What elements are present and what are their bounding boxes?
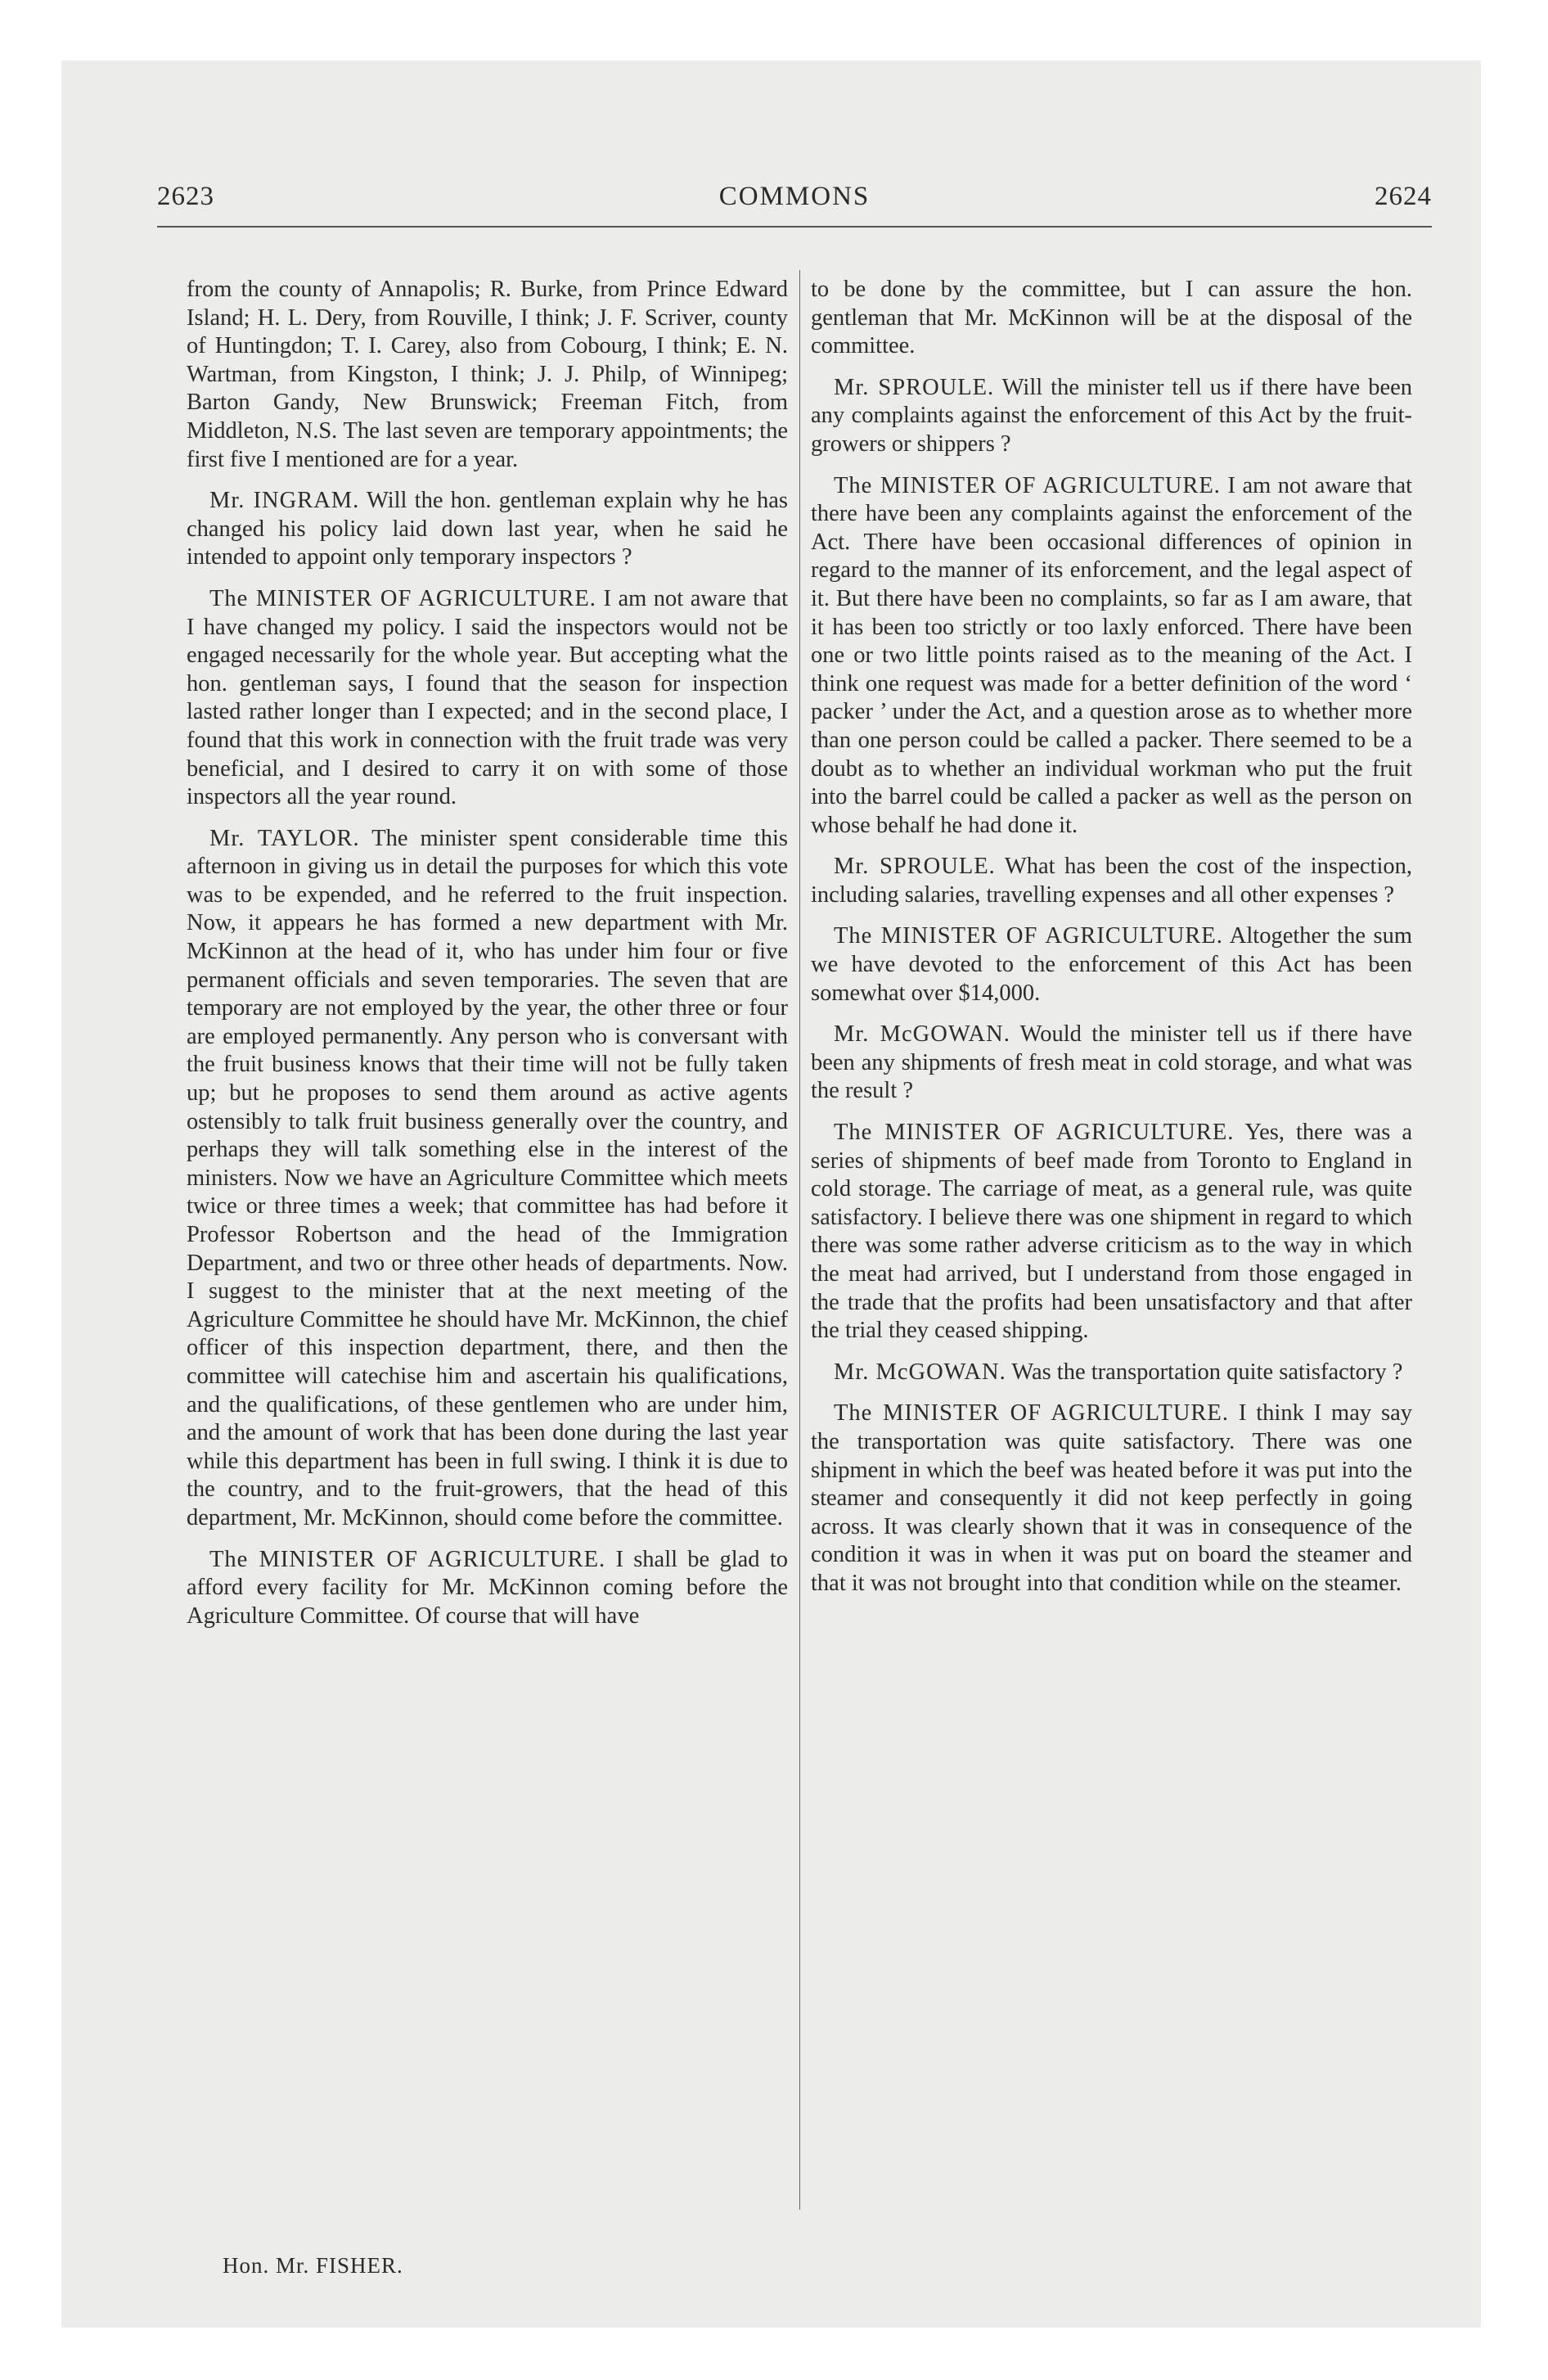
page-header — [157, 182, 1432, 219]
speaker: Mr. TAYLOR. — [209, 825, 360, 851]
paragraph — [187, 825, 788, 1533]
paragraph — [811, 853, 1412, 909]
speaker: The MINISTER OF AGRICULTURE. — [209, 1546, 606, 1572]
right-column — [811, 276, 1412, 1611]
paragraph-text: I am not aware that there have been any complaints against the enforcement of the Act. There have been occasional differences of opinion in regard to the manner of its enforcement, and the legal aspect of it. But there have been no complaints, so far as I am aware, that it has been too strictly or too laxly enforced. There have been one or two little points raised as to the meaning of the Act. I think one request was made for a better definition of the word ‘ packer ’ under the Act, and a question arose as to whether more than one person could be called a packer. There seemed to be a doubt as to whether an individual workman who put the fruit into the barrel could be called a packer as well as the person on whose behalf he had done it. — [811, 472, 1413, 838]
speaker: The MINISTER OF AGRICULTURE. — [834, 1120, 1235, 1146]
speaker: Mr. McGOWAN. — [834, 1021, 1010, 1048]
paragraph — [187, 276, 788, 474]
page-number-left: 2623 — [157, 182, 214, 211]
paragraph-text: I am not aware that I have changed my policy. I said the inspectors would not be engaged necessarily for the whole year. But accepting what the hon. gentleman says, I found that the season for inspection lasted rather longer than I expected; and in the second place, I found that this work in connection with the fruit trade was very beneficial, and I desired to carry it on with some of those inspectors all the year round. — [187, 585, 789, 810]
paragraph-text: Will the hon. gentleman explain why he has changed his policy laid down last year, when he said he intended to appoint only temporary inspectors ? — [187, 488, 788, 570]
paragraph — [811, 276, 1412, 361]
paragraph-text: from the county of Annapolis; R. Burke, from Prince Edward Island; H. L. Dery, from Rouville, I think; J. F. Scriver, county of Huntingdon; T. I. Carey, also from Cobourg, I think; E. N. Wartman, from Kingston, I think; J. J. Philp, of Winnipeg; Barton Gandy, New Brunswick; Freeman Fitch, from Middleton, N.S. The last seven are temporary appointments; the first five I mentioned are for a year. — [187, 277, 788, 472]
paragraph-text: to be done by the committee, but I can assure the hon. gentleman that Mr. McKinnon will be at the disposal of the committee. — [811, 277, 1412, 359]
paragraph — [811, 922, 1412, 1007]
paragraph-text: Will the minister tell us if there have been any complaints against the enforcement of this Act by the fruit-growers or shippers ? — [811, 374, 1412, 457]
speaker: Mr. INGRAM. — [209, 488, 360, 514]
paragraph — [187, 487, 788, 572]
paragraph — [811, 374, 1412, 459]
column-divider — [799, 270, 800, 2210]
paragraph-text: I think I may say the transportation was quite satisfactory. There was one shipment in which the beef was heated before it was put into the steamer and consequently it did not keep perfectly in going across. It was clearly shown that it was in consequence of the condition it was in when it was put on board the steamer and that it was not brought into that condition while on the steamer. — [811, 1400, 1412, 1596]
paragraph-text: What has been the cost of the inspection, including salaries, travelling expenses and all other expenses ? — [811, 854, 1412, 908]
left-column — [187, 276, 788, 1643]
paragraph — [811, 1021, 1412, 1106]
paragraph-text: Was the transportation quite satisfactory ? — [1011, 1359, 1403, 1385]
paragraph-text: Altogether the sum we have devoted to the enforcement of this Act has been somewhat over $14,000. — [811, 923, 1412, 1006]
paragraph — [187, 1546, 788, 1631]
speaker: Mr. SPROULE. — [834, 854, 996, 880]
paragraph-text: The minister spent considerable time this afternoon in giving us in detail the purposes for which this vote was to be expended, and he referred to the fruit inspection. Now, it appears he has formed a new department with Mr. McKinnon at the head of it, who has under him four or five permanent officials and seven temporaries. The seven that are temporary are not employed by the year, the other three or four are employed permanently. Any person who is conversant with the fruit business knows that their time will not be fully taken up; but he proposes to send them around as active agents ostensibly to talk fruit business generally over the country, and perhaps they will talk something else in the interest of the ministers. Now we have an Agriculture Committee which meets twice or three times a week; that committee has had before it Professor Robertson and the head of the Immigration Department, and two or three other heads of departments. Now. I suggest to the minister that at the next meeting of the Agriculture Committee he should have Mr. McKinnon, the chief officer of this inspection department, there, and then the committee will catechise him and ascertain his qualifications, and the qualifications, of these gentlemen who are under him, and the amount of work that has been done during the last year while this department has been in full swing. I think it is due to the country, and to the fruit-growers, that the head of this department, Mr. McKinnon, should come before the committee. — [187, 825, 788, 1530]
paragraph — [187, 585, 788, 812]
page-number-right: 2624 — [1375, 182, 1432, 211]
speaker: The MINISTER OF AGRICULTURE. — [834, 1400, 1229, 1427]
footer-signature: Hon. Mr. FISHER. — [223, 2253, 403, 2278]
header-rule — [157, 226, 1432, 228]
paragraph — [811, 1400, 1412, 1598]
speaker: Mr. McGOWAN. — [834, 1359, 1006, 1385]
paragraph-text: I shall be glad to afford every facility for Mr. McKinnon coming before the Agriculture Committee. Of course that will have — [187, 1546, 788, 1629]
speaker: The MINISTER OF AGRICULTURE. — [834, 472, 1221, 498]
paragraph — [811, 1119, 1412, 1346]
running-title: COMMONS — [718, 182, 871, 211]
paragraph-text: Would the minister tell us if there have been any shipments of fresh meat in cold storage, and what was the result ? — [811, 1021, 1412, 1104]
speaker: The MINISTER OF AGRICULTURE. — [834, 923, 1223, 949]
paragraph — [811, 1359, 1412, 1387]
paragraph — [811, 472, 1412, 841]
speaker: Mr. SPROULE. — [834, 374, 995, 400]
paragraph-text: Yes, there was a series of shipments of beef made from Toronto to England in cold storage. The carriage of meat, as a general rule, was quite satisfactory. I believe there was one shipment in regard to which there was some rather adverse criticism as to the way in which the meat had arrived, but I understand from those engaged in the trade that the profits had been unsatisfactory and that after the trial they ceased shipping. — [811, 1120, 1412, 1344]
speaker: The MINISTER OF AGRICULTURE. — [209, 585, 596, 611]
